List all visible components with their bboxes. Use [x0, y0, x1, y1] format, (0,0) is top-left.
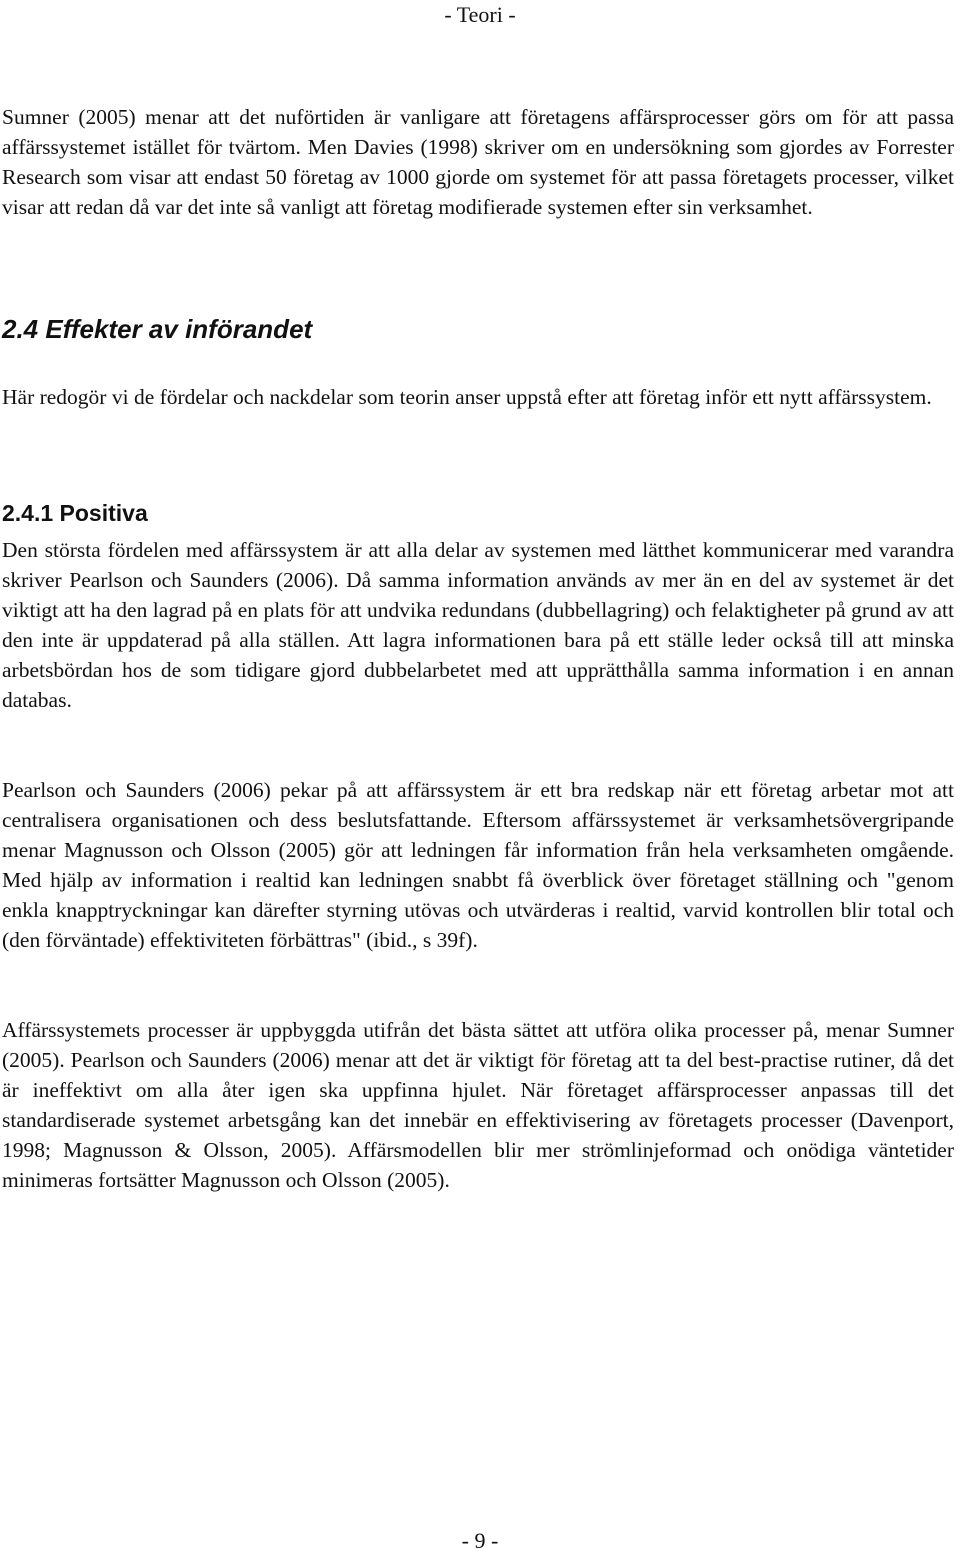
- positiva-paragraph-3: Affärssystemets processer är uppbyggda utifrån det bästa sättet att utföra olika processer på, menar Sumner (2005). Pearlson och Saunders (2006) menar att det är viktigt för företag att ta del best-practise rutiner, då det är ineffektivt om alla åter igen ska uppfinna hjulet. När företaget affärsprocesser anpassas till det standardiserade systemet arbetsgång kan det innebär en effektivisering av företagets processer (Davenport, 1998; Magnusson & Olsson, 2005). Affärsmodellen blir mer strömlinjeformad och onödiga väntetider minimeras fortsätter Magnusson och Olsson (2005).: [2, 1018, 954, 1192]
- section-2-4-paragraph: Här redogör vi de fördelar och nackdelar som teorin anser uppstå efter att företag inför ett nytt affärssystem.: [2, 385, 932, 409]
- subsection-heading-2-4-1: 2.4.1 Positiva: [2, 500, 148, 526]
- intro-paragraph: Sumner (2005) menar att det nuförtiden är vanligare att företagens affärsprocesser görs om för att passa affärssystemet istället för tvärtom. Men Davies (1998) skriver om en undersökning som gjordes av Forrester Research som visar att endast 50 företag av 1000 gjorde om systemet för att passa företagets processer, vilket visar att redan då var det inte så vanligt att företag modifierade systemen efter sin verksamhet.: [2, 105, 954, 219]
- section-heading-2-4: 2.4 Effekter av införandet: [2, 314, 313, 344]
- positiva-paragraph-2: Pearlson och Saunders (2006) pekar på att affärssystem är ett bra redskap när ett företag arbetar mot att centralisera organisationen och dess beslutsfattande. Eftersom affärssystemet är verksamhetsövergripande menar Magnusson och Olsson (2005) gör att ledningen får information från hela verksamheten omgående. Med hjälp av information i realtid kan ledningen snabbt få överblick över företaget ställning och "genom enkla knapptryckningar kan därefter styrning utövas och utvärderas i realtid, varvid kontrollen blir total och (den förväntade) effektiviteten förbättras" (ibid., s 39f).: [2, 778, 954, 952]
- page-number: - 9 -: [461, 1528, 499, 1553]
- positiva-paragraph-1: Den största fördelen med affärssystem är att alla delar av systemen med lätthet kommunicerar med varandra skriver Pearlson och Saunders (2006). Då samma information används av mer än en del av systemet är det viktigt att ha den lagrad på en plats för att undvika redundans (dubbellagring) och felaktigheter på grund av att den inte är uppdaterad på alla ställen. Att lagra informationen bara på ett ställe leder också till att minska arbetsbördan hos de som tidigare gjord dubbelarbetet med att upprätthålla samma information i en annan databas.: [2, 538, 954, 712]
- page-header: - Teori -: [444, 2, 516, 27]
